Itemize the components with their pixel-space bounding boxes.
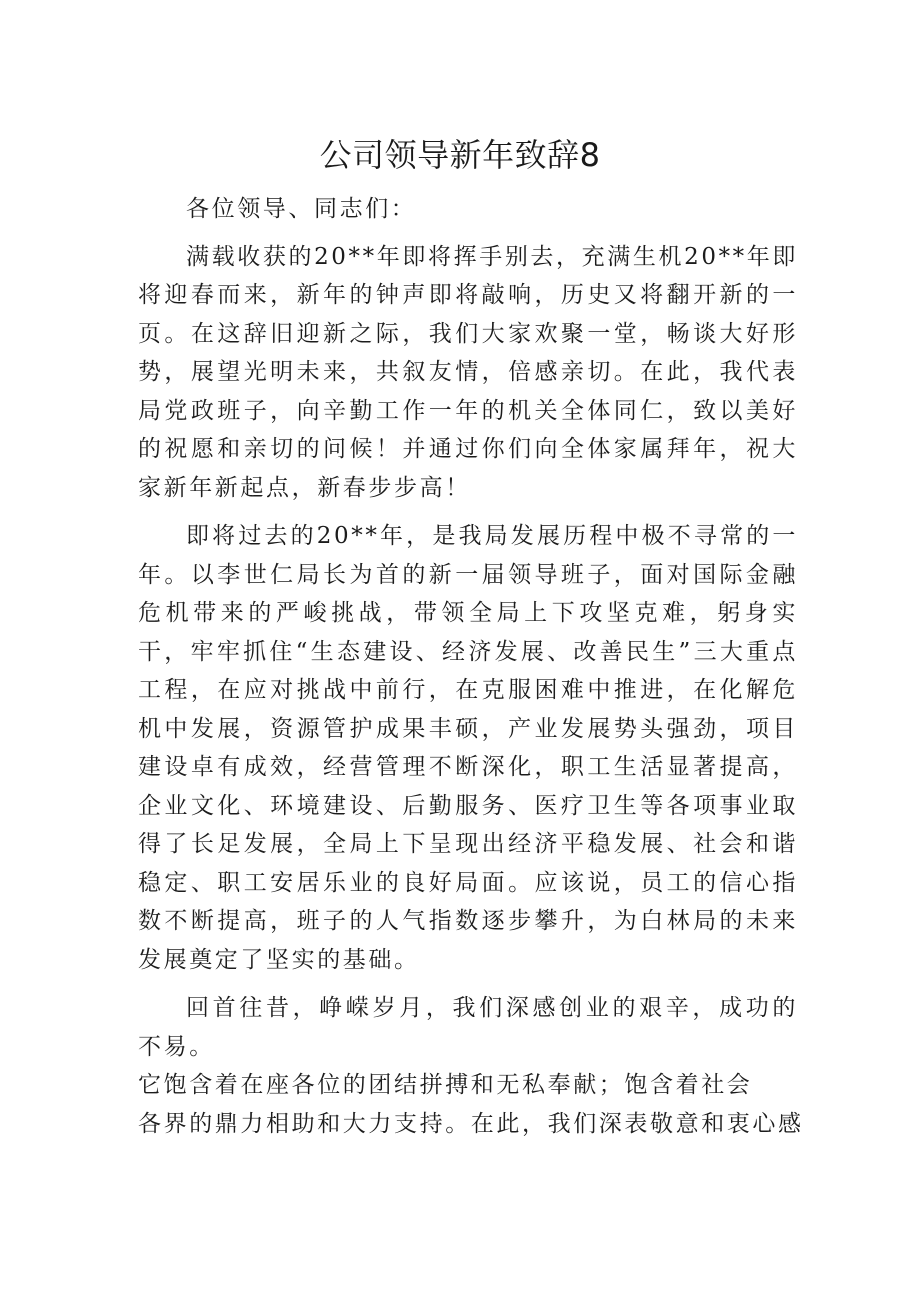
paragraph-3: 回首往昔，峥嵘岁月，我们深感创业的艰辛，成功的不易。 xyxy=(138,995,798,1060)
document-body xyxy=(138,190,804,1143)
document-title: 公司领导新年致辞8 xyxy=(319,136,601,174)
text-line: 各界的鼎力相助和大力支持。在此，我们深表敬意和衷心感 xyxy=(138,1110,804,1137)
greeting: 各位领导、同志们： xyxy=(186,196,417,222)
text-line: 它饱含着在座各位的团结拼搏和无私奉献；饱含着社会 xyxy=(138,1072,753,1098)
paragraph-2: 即将过去的20**年，是我局发展历程中极不寻常的一年。以李世仁局长为首的新一届领导班子，面对国际金融危机带来的严峻挑战，带领全局上下攻坚克难，躬身实干，牢牢抓住“生态建设、经济发展、改善民生”三大重点工程，在应对挑战中前行，在克服困难中推进，在化解危机中发展，资源管护成果丰硕，产业发展势头强劲，项目建设卓有成效，经营管理不断深化，职工生活显著提高，企业文化、环境建设、后勤服务、医疗卫生等各项事业取得了长足发展，全局上下呈现出经济平稳发展、社会和谐稳定、职工安居乐业的良好局面。应该说，员工的信心指数不断提高，班子的人气指数逐步攀升，为白林局的未来发展奠定了坚实的基础。 xyxy=(138,523,798,973)
paragraph-1: 满载收获的20**年即将挥手别去，充满生机20**年即将迎春而来，新年的钟声即将敲响，历史又将翻开新的一页。在这辞旧迎新之际，我们大家欢聚一堂，畅谈大好形势，展望光明未来，共叙友情，倍感亲切。在此，我代表局党政班子，向辛勤工作一年的机关全体同仁，致以美好的祝愿和亲切的问候！并通过你们向全体家属拜年，祝大家新年新起点，新春步步高！ xyxy=(138,243,798,501)
